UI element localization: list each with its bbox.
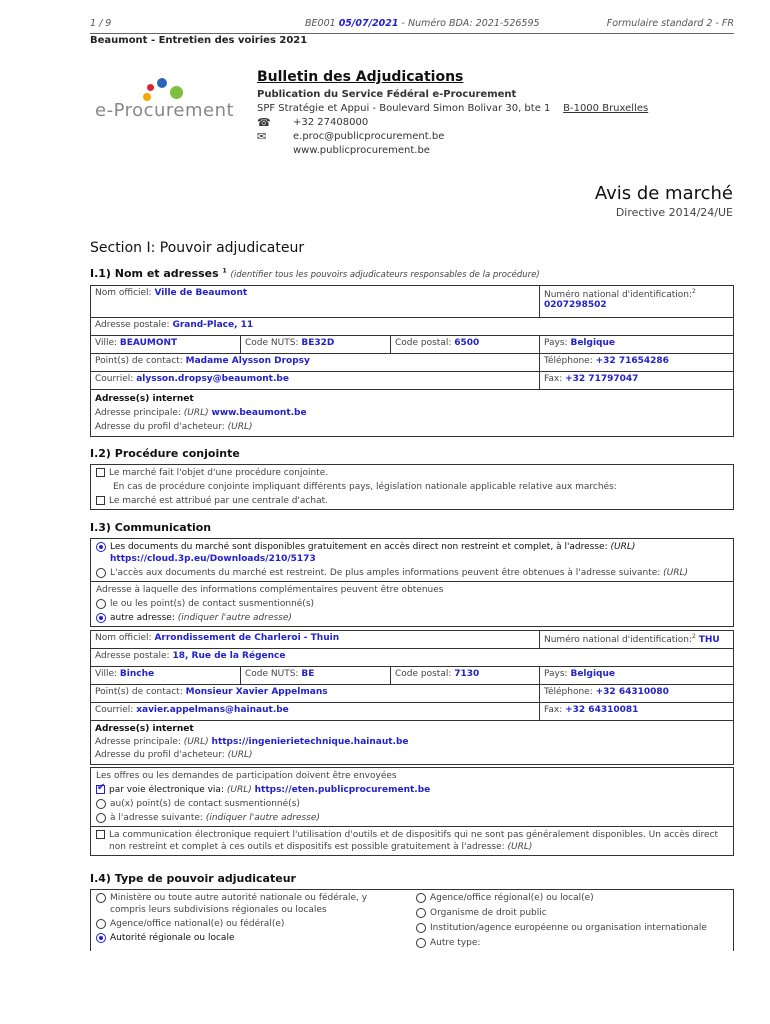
heading-i1 xyxy=(90,267,540,280)
docs-restricted-row xyxy=(91,567,733,581)
ref-prefix: BE001 xyxy=(305,18,336,29)
logo-text: e-Procurement xyxy=(95,100,235,121)
type-radio[interactable] xyxy=(416,938,426,948)
label: Code NUTS: xyxy=(245,669,299,679)
internet-cell xyxy=(91,721,734,765)
label: Numéro national d'identification: xyxy=(544,635,693,645)
natid-sup: 2 xyxy=(692,288,696,295)
heading-i3: I.3) Communication xyxy=(90,521,212,534)
send-electronic-url[interactable]: https://eten.publicprocurement.be xyxy=(254,785,431,795)
heading-i1-note: (identifier tous les pouvoirs adjudicateurs responsables de la procédure) xyxy=(230,270,540,280)
zip: 6500 xyxy=(454,338,480,348)
city: BEAUMONT xyxy=(119,338,178,348)
tools-row xyxy=(91,827,733,855)
web-spacer xyxy=(257,144,285,158)
contact-cell xyxy=(91,685,540,703)
publisher-block xyxy=(257,70,648,158)
main-address[interactable]: https://ingenierietechnique.hainaut.be xyxy=(211,737,409,747)
label: Courriel: xyxy=(95,705,134,715)
info-heading: Adresse à laquelle des informations complémentaires peuvent être obtenues xyxy=(96,585,444,595)
internet-cell xyxy=(91,390,734,437)
box-i2 xyxy=(90,464,734,510)
tools-label-1: La communication électronique requiert l'utilisation d'outils et de dispositifs qui ne sont pas généralement disponibles. Un accès direct xyxy=(109,830,719,840)
label: Code postal: xyxy=(395,338,452,348)
type-option xyxy=(411,936,733,951)
docs-restricted-radio[interactable] xyxy=(96,568,106,578)
email-cell xyxy=(91,372,540,390)
email[interactable]: xavier.appelmans@hainaut.be xyxy=(136,705,289,715)
bda-number: - Numéro BDA: 2021-526595 xyxy=(401,18,540,29)
send-address-note: (indiquer l'autre adresse) xyxy=(205,813,320,823)
contact: Monsieur Xavier Appelmans xyxy=(185,687,328,697)
postal: Grand-Place, 11 xyxy=(172,320,254,330)
postal-cell xyxy=(91,318,734,336)
official-name: Ville de Beaumont xyxy=(154,288,248,298)
nuts: BE xyxy=(301,669,315,679)
docs-restricted-label: L'accès aux documents du marché est restreint. De plus amples informations peuvent être obtenues à l'adresse suivante: xyxy=(110,568,661,578)
type-label: Autorité régionale ou locale xyxy=(110,933,235,943)
label: Fax: xyxy=(544,374,563,384)
box-i4 xyxy=(90,889,734,951)
publisher-subtitle: Publication du Service Fédéral e-Procurement xyxy=(257,89,517,100)
type-label: Institution/agence européenne ou organisation internationale xyxy=(430,923,707,933)
tools-checkbox[interactable] xyxy=(96,830,105,839)
postal-cell xyxy=(91,649,734,667)
type-radio[interactable] xyxy=(96,933,106,943)
send-contact-row xyxy=(91,798,733,812)
label: Numéro national d'identification: xyxy=(544,290,693,300)
notice-title: Avis de marché xyxy=(594,183,733,204)
notice-header xyxy=(595,183,733,219)
nuts-cell xyxy=(241,336,391,354)
url-tag: (URL) xyxy=(183,737,209,747)
url-tag: (URL) xyxy=(507,842,533,852)
joint-procedure-checkbox[interactable] xyxy=(96,468,105,477)
label: Téléphone: xyxy=(544,687,593,697)
city-cell xyxy=(91,667,241,685)
phone: +32 71654286 xyxy=(595,356,669,366)
type-option xyxy=(91,918,411,932)
type-radio[interactable] xyxy=(96,893,106,903)
joint-law-row: En cas de procédure conjointe impliquant différents pays, législation nationale applicable relative aux marchés: xyxy=(113,482,617,492)
joint-procedure-row xyxy=(91,465,733,481)
type-option xyxy=(91,932,411,946)
label: Point(s) de contact: xyxy=(95,687,183,697)
joint-procedure-label: Le marché fait l'objet d'une procédure conjointe. xyxy=(109,468,329,478)
main-address-row xyxy=(95,736,729,749)
publisher-email[interactable]: e.proc@publicprocurement.be xyxy=(293,131,445,142)
official-name: Arrondissement de Charleroi - Thuin xyxy=(154,633,340,643)
label: Code NUTS: xyxy=(245,338,299,348)
label: Fax: xyxy=(544,705,563,715)
type-label: Organisme de droit public xyxy=(430,908,547,918)
type-option xyxy=(411,906,733,921)
type-radio[interactable] xyxy=(416,923,426,933)
type-radio[interactable] xyxy=(416,893,426,903)
phone-row xyxy=(257,116,648,130)
url-tag: (URL) xyxy=(226,785,252,795)
profile-row xyxy=(95,420,729,434)
main-address[interactable]: www.beaumont.be xyxy=(211,408,307,418)
info-other-note: (indiquer l'autre adresse) xyxy=(177,613,292,623)
web-row xyxy=(257,144,648,158)
postal: 18, Rue de la Régence xyxy=(172,651,286,661)
fax-cell xyxy=(540,372,734,390)
info-other-radio[interactable] xyxy=(96,613,106,623)
form-name: Formulaire standard 2 - FR xyxy=(606,18,734,29)
label: Nom officiel: xyxy=(95,288,152,298)
publisher-address xyxy=(257,102,648,116)
central-purchasing-row xyxy=(91,495,733,509)
label: Ville: xyxy=(95,338,118,348)
type-radio[interactable] xyxy=(416,908,426,918)
label: Pays: xyxy=(544,669,568,679)
zip-cell xyxy=(391,667,540,685)
natid-cell xyxy=(540,286,734,318)
country: Belgique xyxy=(570,669,615,679)
table-i3 xyxy=(90,630,734,765)
info-other-label: autre adresse: xyxy=(110,613,175,623)
label: Adresse postale: xyxy=(95,651,170,661)
label: Adresse du profil d'acheteur: xyxy=(95,750,225,760)
fax-cell xyxy=(540,703,734,721)
docs-free-radio[interactable] xyxy=(96,542,106,552)
docs-free-row xyxy=(91,539,733,567)
publisher-title: Bulletin des Adjudications xyxy=(257,69,464,85)
email-cell xyxy=(91,703,540,721)
type-option xyxy=(411,921,733,936)
box-i3-docs xyxy=(90,538,734,627)
document-subtitle: Beaumont - Entretien des voiries 2021 xyxy=(90,33,734,46)
nuts: BE32D xyxy=(301,338,335,348)
address-line: SPF Stratégie et Appui - Boulevard Simon Bolivar 30, bte 1 xyxy=(257,103,551,114)
publisher-web[interactable]: www.publicprocurement.be xyxy=(293,145,430,156)
heading-i1-text: I.1) Nom et adresses xyxy=(90,267,219,280)
label: Ville: xyxy=(95,669,118,679)
url-tag: (URL) xyxy=(227,422,253,432)
publisher-city: B-1000 Bruxelles xyxy=(563,103,649,114)
send-address-radio[interactable] xyxy=(96,813,106,823)
ref-date: 05/07/2021 xyxy=(338,18,399,29)
label: Point(s) de contact: xyxy=(95,356,183,366)
tools-label-2: non restreint et complet à ces outils et dispositifs est possible gratuitement à l'adresse: xyxy=(109,842,505,852)
url-tag: (URL) xyxy=(610,542,636,552)
natid: THU xyxy=(698,635,720,645)
send-electronic-row xyxy=(91,784,733,798)
country-cell xyxy=(540,336,734,354)
nuts-cell xyxy=(241,667,391,685)
mail-icon: ✉ xyxy=(257,130,267,143)
official-name-cell xyxy=(91,631,540,649)
phone-cell xyxy=(540,354,734,372)
info-contact-radio[interactable] xyxy=(96,599,106,609)
page-number: 1 / 9 xyxy=(90,18,112,29)
url-tag: (URL) xyxy=(663,568,689,578)
send-contact-label: au(x) point(s) de contact susmentionné(s) xyxy=(110,799,300,809)
notice-directive: Directive 2014/24/UE xyxy=(615,206,733,219)
label: Adresse principale: xyxy=(95,737,181,747)
label: Pays: xyxy=(544,338,568,348)
main-address-row xyxy=(95,406,729,420)
fax: +32 64310081 xyxy=(565,705,639,715)
reference xyxy=(305,18,540,29)
info-contact-label: le ou les point(s) de contact susmentionné(s) xyxy=(110,599,315,609)
natid: 0207298502 xyxy=(544,300,607,310)
heading-i2: I.2) Procédure conjointe xyxy=(90,447,240,460)
natid-cell xyxy=(540,631,734,649)
label: Adresse du profil d'acheteur: xyxy=(95,422,225,432)
publisher-phone: +32 27408000 xyxy=(293,117,369,128)
send-address-row xyxy=(91,812,733,826)
label: Courriel: xyxy=(95,374,134,384)
internet-label: Adresse(s) internet xyxy=(95,394,194,404)
url-tag: (URL) xyxy=(227,750,253,760)
contact: Madame Alysson Dropsy xyxy=(185,356,310,366)
send-address-label: à l'adresse suivante: xyxy=(110,813,203,823)
label: Téléphone: xyxy=(544,356,593,366)
email[interactable]: alysson.dropsy@beaumont.be xyxy=(136,374,289,384)
send-electronic-label: par voie électronique via: xyxy=(109,785,224,795)
central-purchasing-label: Le marché est attribué par une centrale d'achat. xyxy=(109,496,328,506)
heading-i1-sup: 1 xyxy=(222,267,227,275)
box-i3-send xyxy=(90,767,734,856)
phone-icon: ☎ xyxy=(257,116,271,129)
type-label: Ministère ou toute autre autorité nationale ou fédérale, y compris leurs subdivisions régionales ou locales xyxy=(110,893,368,915)
type-radio[interactable] xyxy=(96,919,106,929)
label: Adresse principale: xyxy=(95,408,181,418)
type-option xyxy=(411,890,733,906)
natid-sup: 2 xyxy=(692,633,696,640)
contact-cell xyxy=(91,354,540,372)
country-cell xyxy=(540,667,734,685)
table-i1 xyxy=(90,285,734,437)
section-title: Section I: Pouvoir adjudicateur xyxy=(90,240,305,256)
docs-url[interactable]: https://cloud.3p.eu/Downloads/210/5173 xyxy=(110,554,316,564)
country: Belgique xyxy=(570,338,615,348)
internet-label: Adresse(s) internet xyxy=(95,724,194,734)
fax: +32 71797047 xyxy=(565,374,639,384)
type-left-col xyxy=(91,890,411,946)
type-label: Autre type: xyxy=(430,938,481,948)
email-row xyxy=(257,130,648,144)
official-name-cell xyxy=(91,286,540,318)
logo-dot-red xyxy=(147,84,154,91)
docs-free-label: Les documents du marché sont disponibles gratuitement en accès direct non restreint et complet, à l'adresse: xyxy=(110,542,608,552)
logo-dot-green xyxy=(170,86,183,99)
label: Code postal: xyxy=(395,669,452,679)
info-contact-row xyxy=(91,598,733,612)
info-other-row xyxy=(91,612,733,626)
send-contact-radio[interactable] xyxy=(96,799,106,809)
central-purchasing-checkbox[interactable] xyxy=(96,496,105,505)
city: Binche xyxy=(119,669,155,679)
send-heading: Les offres ou les demandes de participation doivent être envoyées xyxy=(96,771,397,781)
type-option xyxy=(91,890,411,918)
type-label: Agence/office national(e) ou fédéral(e) xyxy=(110,919,285,929)
zip: 7130 xyxy=(454,669,480,679)
phone-cell xyxy=(540,685,734,703)
heading-i4: I.4) Type de pouvoir adjudicateur xyxy=(90,872,296,885)
phone: +32 64310080 xyxy=(595,687,669,697)
type-label: Agence/office régional(e) ou local(e) xyxy=(430,893,594,903)
url-tag: (URL) xyxy=(183,408,209,418)
label: Nom officiel: xyxy=(95,633,152,643)
zip-cell xyxy=(391,336,540,354)
send-electronic-checkbox[interactable] xyxy=(96,785,105,794)
city-cell xyxy=(91,336,241,354)
logo-dot-blue xyxy=(157,78,167,88)
label: Adresse postale: xyxy=(95,320,170,330)
type-right-col xyxy=(411,890,733,951)
profile-row xyxy=(95,749,729,762)
